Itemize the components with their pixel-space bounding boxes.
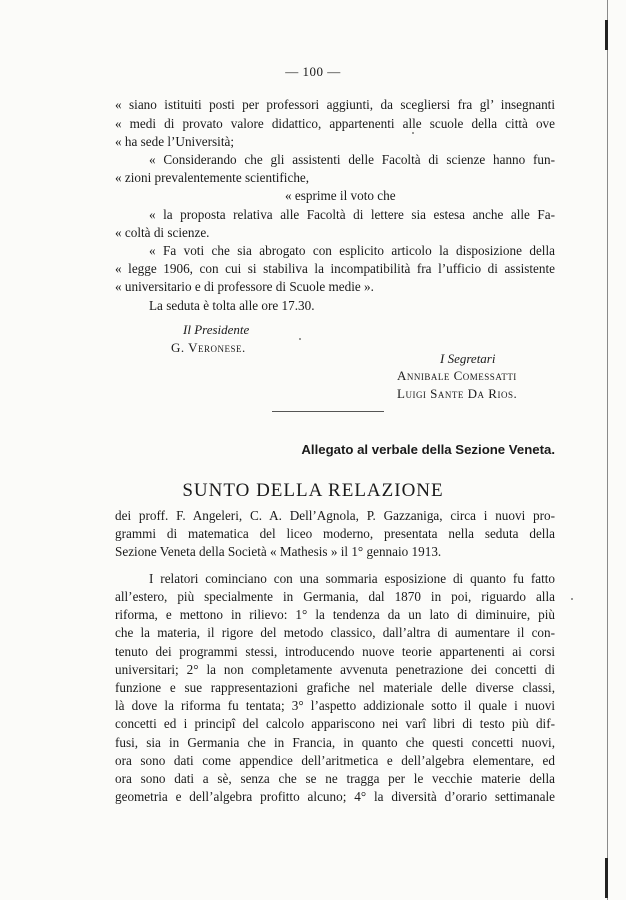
subtitle-line: Sezione Veneta della Società « Mathesis » il 1° gennaio 1913. — [115, 544, 442, 559]
motion-line: « siano istituiti posti per professori aggiunti, da scegliersi fra gl’ insegnanti — [115, 97, 555, 112]
motion-line: « Fa voti che sia abrogato con esplicito articolo la disposizione della — [149, 243, 555, 258]
motion-line: « ha sede l’Università; — [115, 134, 235, 149]
secretaries-label: I Segretari — [440, 351, 496, 366]
body-line: universitari; 2° la non completamente avvenuta penetrazione dei concetti di — [115, 662, 555, 677]
body-line: ora sono dati come appendice dell’aritmetica e dell’algebra elementare, ed — [115, 753, 555, 768]
subtitle-line: dei proff. F. Angeleri, C. A. Dell’Agnola, P. Gazzaniga, circa i nuovi pro- — [115, 508, 555, 523]
body-line: geometria e dell’algebra profitto alcuno; 4° la diversità d’orario settimanale — [115, 789, 555, 804]
print-speck — [571, 598, 573, 600]
secretary-name: Luigi Sante Da Rios. — [397, 386, 518, 401]
secretary-name: Annibale Comessatti — [397, 368, 517, 383]
report-title: SUNTO DELLA RELAZIONE — [182, 480, 444, 501]
annex-heading: Allegato al verbale della Sezione Veneta. — [301, 442, 555, 457]
page-number: — 100 — — [285, 64, 341, 79]
body-line: fusi, sia in Germania che in Francia, in quanto che questi concetti nuovi, — [115, 735, 555, 750]
body-line: tenuto dei programmi stessi, introducendo nuove teorie appartenenti ai corsi — [115, 644, 555, 659]
subtitle-line: grammi di matematica del liceo moderno, presentata nella seduta della — [115, 526, 555, 541]
president-name: G. Veronese. — [171, 340, 246, 355]
body-line: concetti ed i principî del calcolo appariscono nei varî libri di testo più dif- — [115, 716, 555, 731]
body-line: I relatori cominciano con una sommaria esposizione di quanto fu fatto — [149, 571, 555, 586]
body-line: riforma, e mettono in rilievo: 1° la tendenza da un lato di diminuire, più — [115, 607, 555, 622]
president-label: Il Presidente — [183, 322, 250, 337]
print-speck — [412, 132, 414, 134]
motion-line: « medi di provato valore didattico, appartenenti alle scuole della città ove — [115, 116, 555, 131]
page-edge-mark — [605, 858, 608, 898]
motion-line: « Considerando che gli assistenti delle Facoltà di scienze hanno fun- — [149, 152, 555, 167]
motion-line: « esprime il voto che — [285, 188, 396, 203]
body-line: che la materia, il rigore del metodo classico, dall’altra di aumentare il con- — [115, 625, 555, 640]
closing-line: La seduta è tolta alle ore 17.30. — [149, 298, 315, 313]
body-line: all’estero, più specialmente in Germania, dal 1870 in poi, riguardo alla — [115, 589, 555, 604]
motion-line: « legge 1906, con cui si stabiliva la incompatibilità fra l’ufficio di assistente — [115, 261, 555, 276]
motion-line: « coltà di scienze. — [115, 225, 210, 240]
motion-line: « zioni prevalentemente scientifiche, — [115, 170, 310, 185]
print-speck — [299, 338, 301, 340]
motion-line: « universitario e di professore di Scuole medie ». — [115, 279, 374, 294]
body-line: ora sono dati a sè, senza che se ne tragga per le vecchie materie della — [115, 771, 555, 786]
motion-line: « la proposta relativa alle Facoltà di lettere sia estesa anche alle Fa- — [149, 207, 555, 222]
body-line: là dove la riforma fu tentata; 3° l’aspetto addizionale sotto il quale i nuovi — [115, 698, 555, 713]
body-line: funzione e sue rappresentazioni grafiche nel materiale delle diverse classi, — [115, 680, 555, 695]
page-edge-mark — [605, 20, 608, 50]
section-divider — [272, 411, 384, 412]
page-edge-line — [607, 0, 608, 900]
